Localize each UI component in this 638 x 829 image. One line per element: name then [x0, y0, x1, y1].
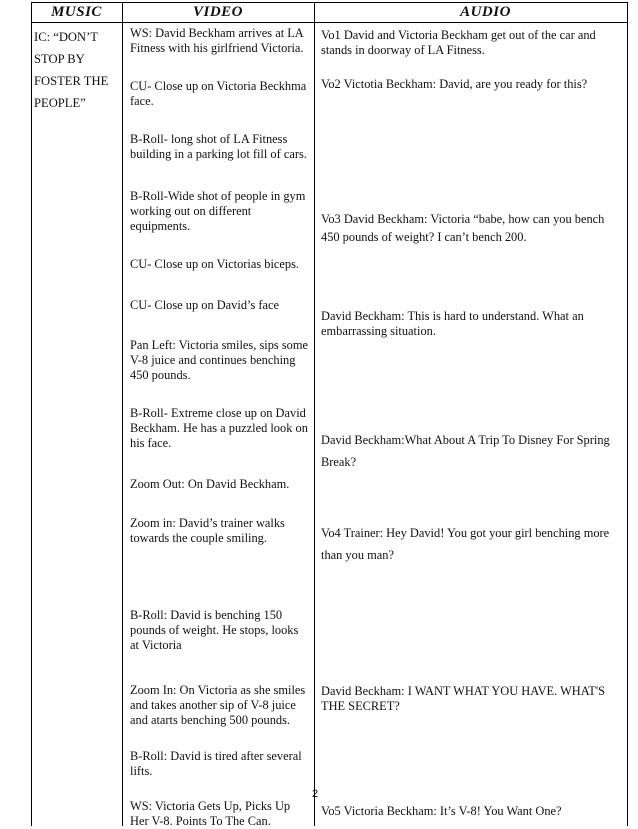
audio-line: David Beckham: This is hard to understand. What an embarrassing situation.	[321, 309, 584, 338]
video-audio-divider	[314, 2, 315, 826]
audio-header: AUDIO	[460, 4, 511, 20]
video-shot: B-Roll: David is benching 150 pounds of weight. He stops, looks at Victoria	[130, 608, 299, 652]
video-shot: B-Roll- long shot of LA Fitness building in a parking lot fill of cars.	[130, 132, 307, 161]
music-header: MUSIC	[51, 4, 102, 20]
video-shot: Zoom In: On Victoria as she smiles and takes another sip of V-8 juice and atarts benching 500 pounds.	[130, 683, 306, 727]
video-shot: CU- Close up on David’s face	[130, 298, 280, 312]
video-shot: WS: Victoria Gets Up, Picks Up Her V-8. Points To The Can.	[130, 799, 291, 828]
table-left-border	[31, 2, 32, 826]
audio-line: Vo1 David and Victoria Beckham get out of the car and stands in doorway of LA Fitness.	[321, 28, 596, 57]
video-shot: Zoom in: David’s trainer walks towards the couple smiling.	[130, 516, 285, 545]
video-shot: B-Roll: David is tired after several lifts.	[130, 749, 302, 778]
audio-line: David Beckham: I WANT WHAT YOU HAVE. WHAT'S THE SECRET?	[321, 684, 605, 713]
video-shot: CU- Close up on Victoria Beckhma face.	[130, 79, 307, 108]
video-shot: B-Roll- Extreme close up on David Beckham. He has a puzzled look on his face.	[130, 406, 308, 450]
audio-line: David Beckham:What About A Trip To Disney For Spring Break?	[321, 433, 610, 469]
music-video-divider	[122, 2, 123, 826]
header-bottom-border	[31, 22, 628, 23]
video-shot: Zoom Out: On David Beckham.	[130, 477, 290, 491]
audio-line: Vo5 Victoria Beckham: It’s V-8! You Want One?	[321, 804, 562, 818]
page-number: 2	[312, 788, 319, 800]
video-shot: CU- Close up on Victorias biceps.	[130, 257, 300, 271]
table-right-border	[627, 2, 628, 826]
video-header: VIDEO	[192, 4, 243, 20]
audio-line: Vo3 David Beckham: Victoria “babe, how can you bench 450 pounds of weight? I can’t bench 200.	[321, 212, 605, 244]
audio-line: Vo2 Victotia Beckham: David, are you ready for this?	[321, 77, 588, 91]
audio-line: Vo4 Trainer: Hey David! You got your girl benching more than you man?	[321, 526, 610, 562]
music-cue: IC: “DON’T STOP BY FOSTER THE PEOPLE”	[34, 30, 109, 110]
video-shot: WS: David Beckham arrives at LA Fitness with his girlfriend Victoria.	[130, 26, 304, 55]
video-shot: Pan Left: Victoria smiles, sips some V-8 juice and continues benching 450 pounds.	[130, 338, 308, 382]
table-top-border	[31, 2, 628, 3]
video-shot: B-Roll-Wide shot of people in gym working out on different equipments.	[130, 189, 306, 233]
